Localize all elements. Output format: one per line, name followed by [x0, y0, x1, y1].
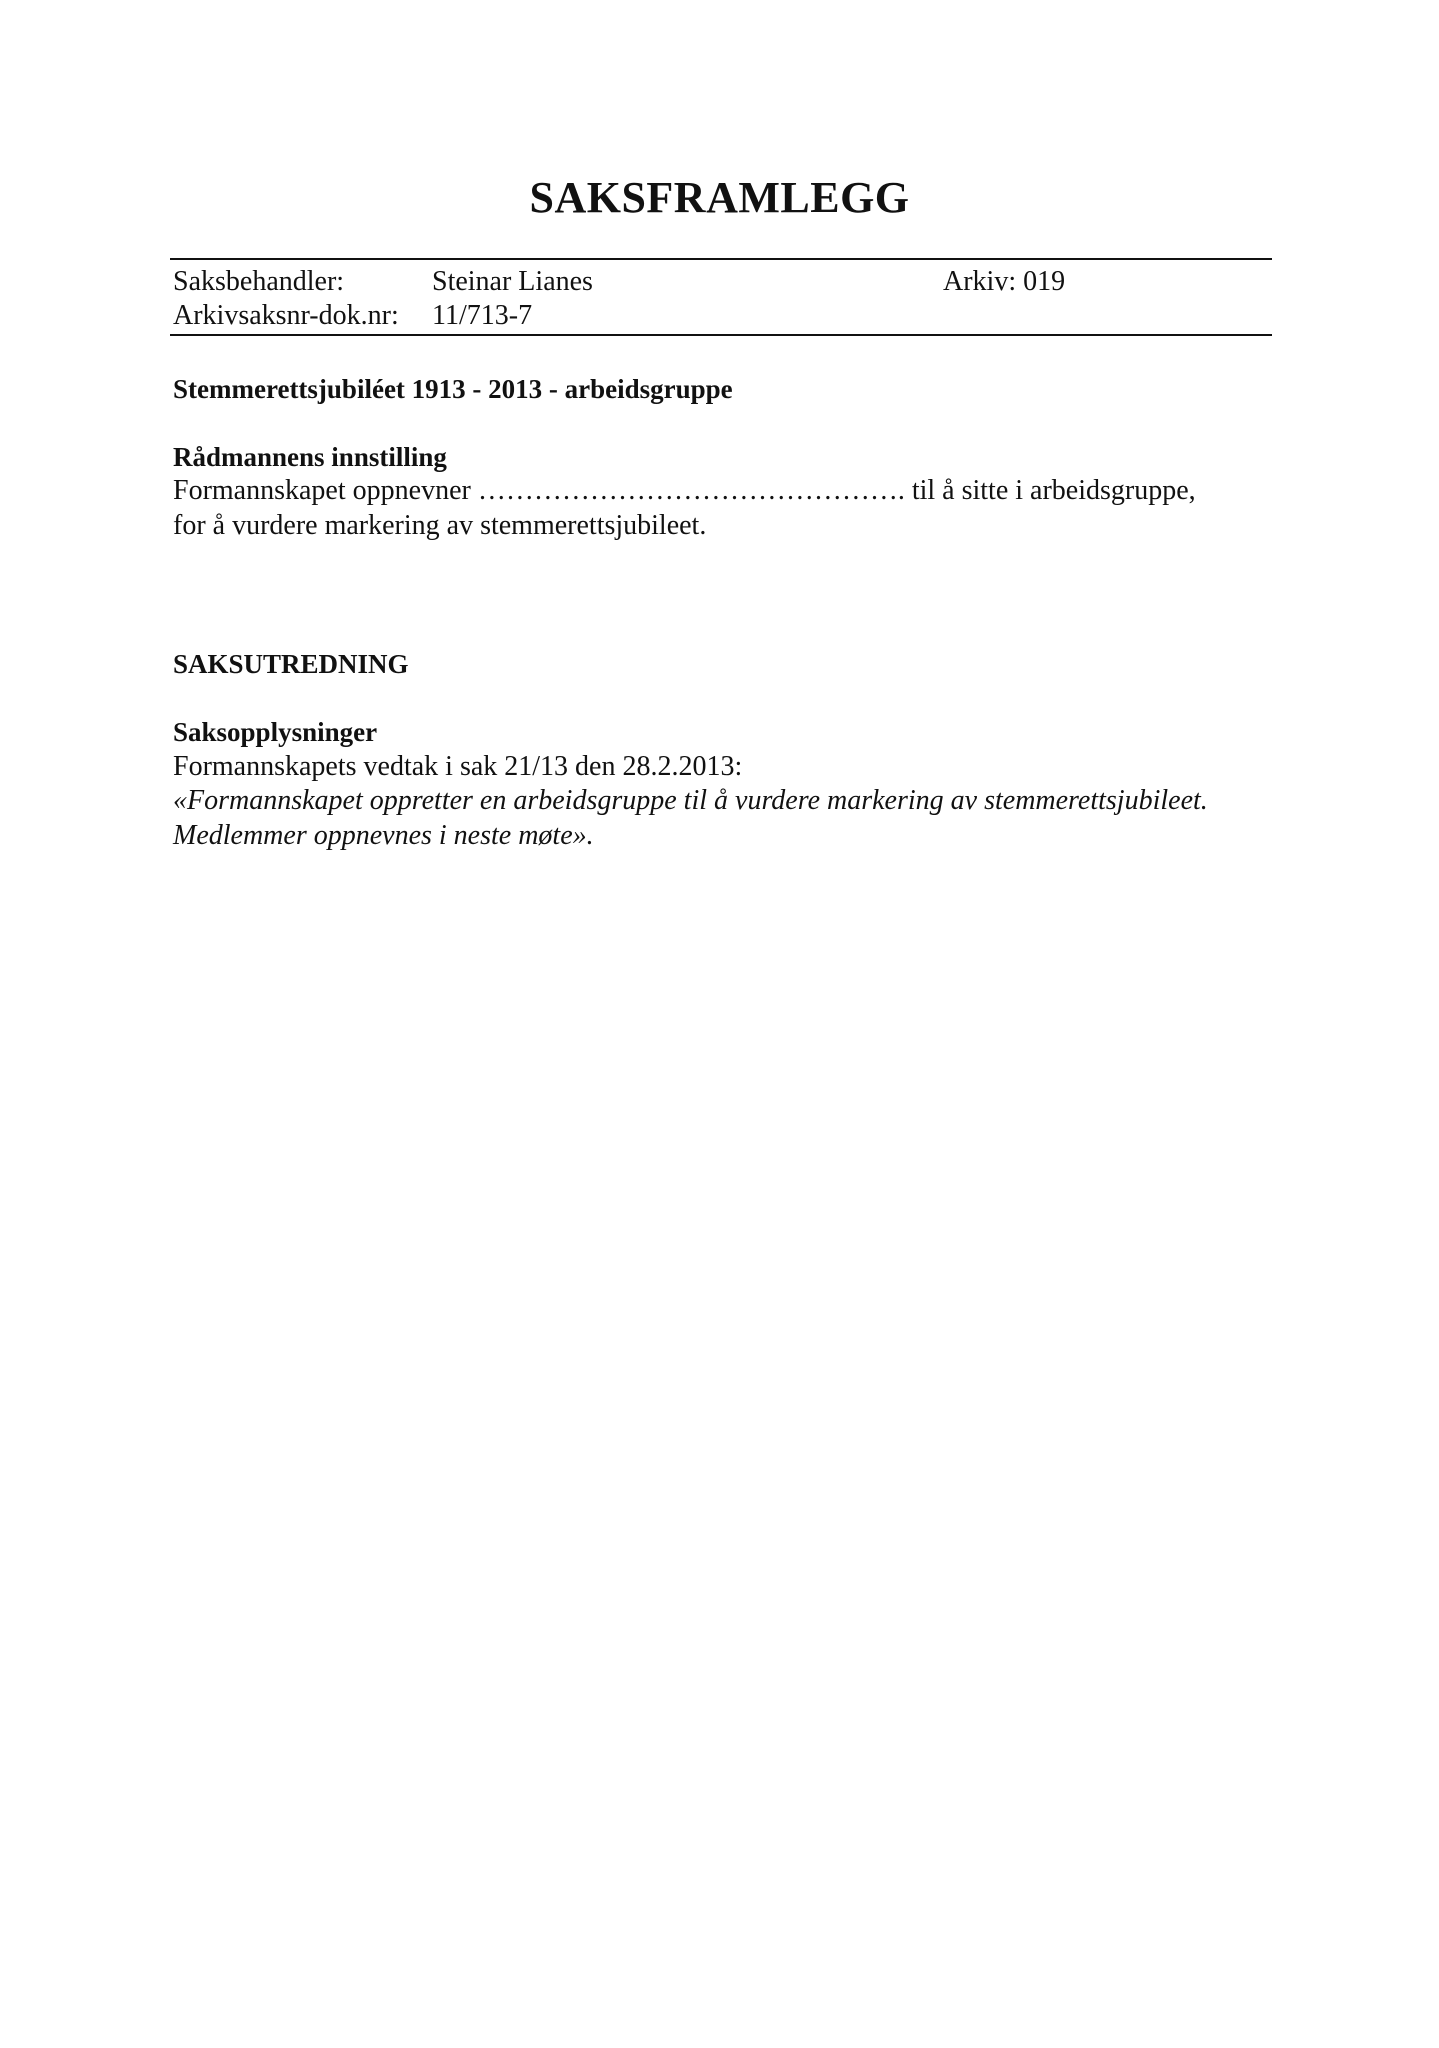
saksbehandler-label: Saksbehandler: [173, 266, 345, 297]
vedtak-quote-line-1: «Formannskapet oppretter en arbeidsgruppe til å vurdere markering av stemmerettsjubileet. [173, 785, 1208, 816]
arkiv-code: Arkiv: 019 [943, 266, 1066, 297]
innstilling-text-line-2: for å vurdere markering av stemmerettsjubileet. [173, 510, 707, 541]
saksopplysninger-text: Formannskapets vedtak i sak 21/13 den 28.2.2013: [173, 751, 743, 782]
case-title: Stemmerettsjubiléet 1913 - 2013 - arbeidsgruppe [173, 374, 733, 404]
arkivsaksnr-value: 11/713-7 [432, 300, 533, 331]
arkivsaksnr-label: Arkivsaksnr-dok.nr: [173, 300, 399, 331]
saksopplysninger-heading: Saksopplysninger [173, 717, 378, 747]
header-rule-bottom [170, 334, 1272, 336]
innstilling-text-line-1: Formannskapet oppnevner ………………………………………. til å sitte i arbeidsgruppe, [173, 475, 1196, 506]
document-title: SAKSFRAMLEGG [529, 173, 910, 222]
saksbehandler-value: Steinar Lianes [432, 266, 593, 297]
header-rule-top [170, 258, 1272, 260]
vedtak-quote-line-2: Medlemmer oppnevnes i neste møte». [173, 820, 594, 851]
saksutredning-heading: SAKSUTREDNING [173, 649, 409, 679]
innstilling-heading: Rådmannens innstilling [173, 442, 447, 472]
